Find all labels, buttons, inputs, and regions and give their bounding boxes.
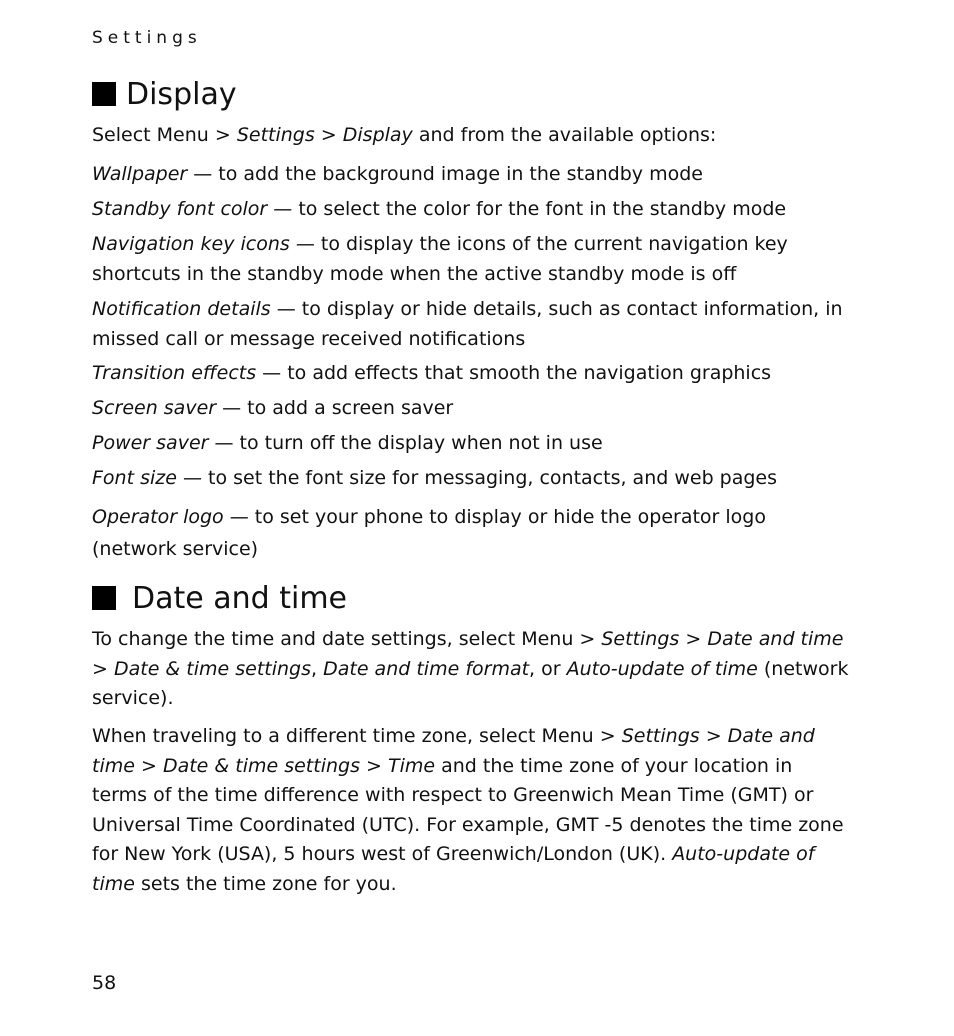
date-time-settings-term: Date & time settings: [113, 657, 312, 680]
text: >: [208, 124, 237, 146]
text: and from the available options:: [412, 124, 717, 146]
option-term: Transition effects: [92, 362, 257, 384]
menu-keyword: Menu: [541, 725, 594, 747]
text: (network service).: [92, 657, 849, 709]
option-desc: — to display the icons of the current navigation key shortcuts in the standby mode when the active standby mode is off: [92, 233, 788, 285]
auto-update-term: Auto-update of time: [566, 657, 758, 680]
running-head: Settings: [92, 28, 202, 48]
text: sets the time zone for you.: [134, 872, 397, 895]
option-item: [92, 160, 852, 190]
option-desc: — to add the background image in the standby mode: [187, 163, 703, 185]
option-item: [92, 429, 852, 459]
display-intro: [92, 121, 852, 151]
option-desc: — to select the color for the font in the standby mode: [267, 198, 787, 220]
text: >: [92, 657, 114, 680]
menu-keyword: Menu: [156, 124, 209, 146]
option-desc: — to add a screen saver: [216, 397, 454, 419]
date-and-time-term: Date and time: [92, 725, 815, 777]
settings-term: Settings: [601, 628, 680, 650]
text: >: [359, 754, 388, 777]
time-term: Time: [387, 754, 436, 777]
text: , or: [529, 657, 567, 680]
section-title-display: [92, 78, 237, 112]
text: and the time zone of your location in terms of the time difference with respect to Greenwich Mean Time (GMT) or Universal Time Coordinated (UTC). For example, GMT -5 denotes the time zone for New York (USA), 5 hours west of Greenwich/London (UK).: [92, 754, 844, 865]
text: When traveling to a different time zone, select: [92, 725, 542, 747]
page-number: 58: [92, 972, 117, 994]
option-desc: — to set your phone to display or hide the operator logo (network service): [92, 506, 766, 560]
section-square-icon: [92, 82, 116, 106]
section-title-text: Date and time: [132, 581, 347, 616]
settings-term: Settings: [236, 124, 315, 146]
text: >: [134, 754, 163, 777]
section-title-text: Display: [126, 77, 237, 112]
text: ,: [311, 657, 324, 680]
option-term: Navigation key icons: [92, 233, 290, 255]
option-item: [92, 359, 852, 389]
option-term: Notification details: [92, 298, 271, 320]
text: >: [699, 725, 728, 747]
date-time-paragraph-2: [92, 722, 852, 899]
option-desc: — to add effects that smooth the navigation graphics: [256, 362, 772, 384]
section-title-date-and-time: [92, 582, 347, 616]
option-item: [92, 394, 852, 424]
text: To change the time and date settings, select: [92, 628, 522, 650]
text: >: [314, 124, 343, 146]
option-item: [92, 464, 852, 494]
option-item: [92, 195, 852, 225]
display-term: Display: [342, 124, 413, 146]
settings-term: Settings: [621, 725, 700, 747]
menu-keyword: Menu: [521, 628, 574, 650]
date-time-paragraph-1: [92, 625, 852, 714]
option-term: Operator logo: [92, 506, 224, 528]
option-term: Screen saver: [92, 397, 217, 419]
option-term: Wallpaper: [92, 163, 188, 185]
option-desc: — to display or hide details, such as contact information, in missed call or message received notifications: [92, 298, 843, 350]
option-item: [92, 230, 852, 289]
date-time-format-term: Date and time format: [323, 657, 530, 680]
date-and-time-term: Date and time: [707, 628, 844, 650]
section-square-icon: [92, 586, 116, 610]
option-desc: — to set the font size for messaging, contacts, and web pages: [176, 467, 778, 489]
text: Select: [92, 124, 157, 146]
option-item: [92, 295, 852, 354]
option-term: Standby font color: [92, 198, 268, 220]
date-time-settings-term: Date & time settings: [162, 754, 360, 777]
option-term: Font size: [92, 467, 177, 489]
text: >: [593, 725, 622, 747]
option-term: Power saver: [92, 432, 209, 454]
text: >: [679, 628, 708, 650]
auto-update-term: Auto-update of time: [92, 843, 815, 895]
text: >: [573, 628, 602, 650]
option-item: [92, 501, 852, 565]
option-desc: — to turn off the display when not in use: [208, 432, 603, 454]
